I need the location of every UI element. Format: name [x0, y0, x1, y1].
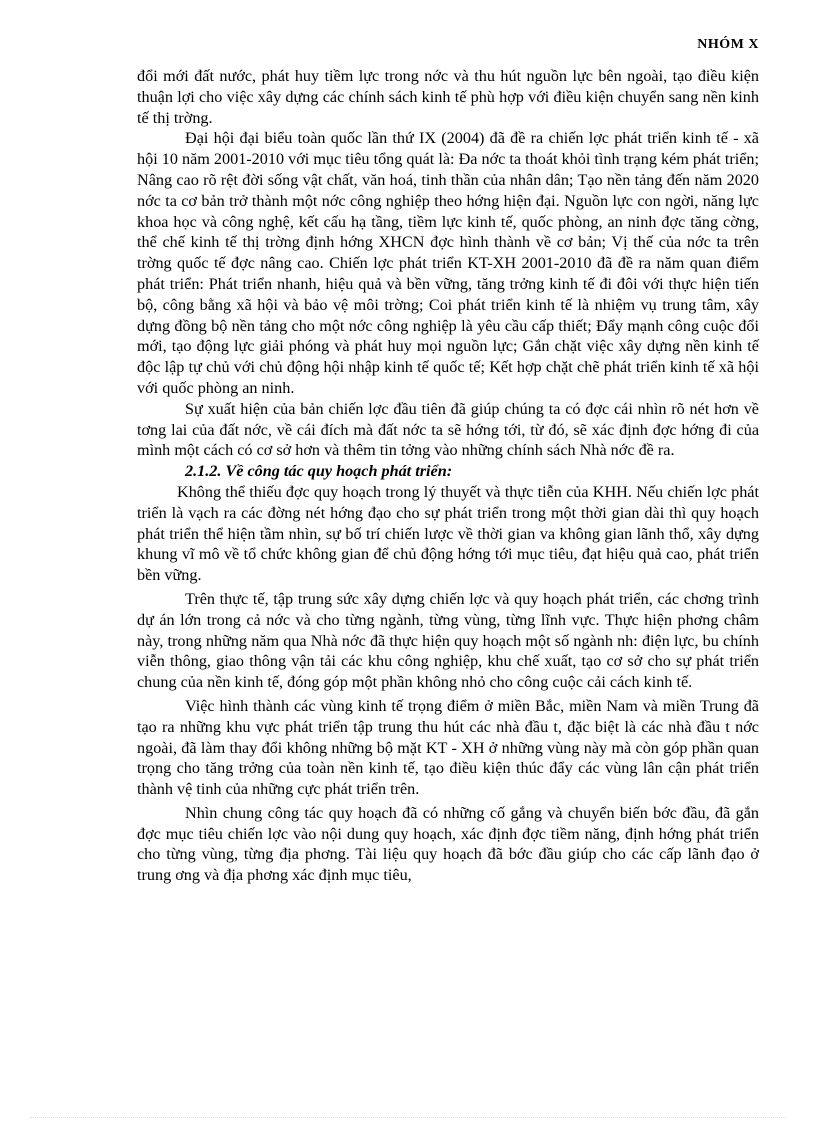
paragraph-strategy-emergence: Sự xuất hiện của bản chiến lợc đầu tiên đã giúp chúng ta có đợc cái nhìn rõ nét hơn về tơng lai của đất nớc, về cái đích mà đất nớc ta sẽ hớng tới, từ đó, sẽ xác định đợc hớng đi của mình một cách có cơ sở hơn và thêm tin tởng vào những chính sách Nhà nớc đề ra.: [137, 399, 759, 460]
page-header-group-label: NHÓM X: [697, 37, 759, 52]
document-body: [137, 66, 759, 886]
paragraph-economic-regions: Việc hình thành các vùng kinh tế trọng điểm ở miền Bắc, miền Nam và miền Trung đã tạo ra những khu vực phát triển tập trung thu hút các nhà đầu t, đặc biệt là các nhà đầu t nớc ngoài, đã làm thay đổi không những bộ mặt KT - XH ở những vùng này mà còn góp phần quan trọng cho tăng trởng của toàn nền kinh tế, tạo điều kiện thúc đẩy các vùng lân cận phát triển thành vệ tinh của những cực phát triển trên.: [137, 696, 759, 799]
paragraph-planning-necessity: Không thể thiếu đợc quy hoạch trong lý thuyết và thực tiễn của KHH. Nếu chiến lợc phát triển là vạch ra các đờng nét hớng đạo cho sự phát triển trong một thời gian dài thì quy hoạch phát triển thể hiện tầm nhìn, sự bố trí chiến lược về thời gian va không gian lãnh thổ, xây dựng khung vĩ mô về tổ chức không gian để chủ động hớng tới mục tiêu, đạt hiệu quả cao, phát triển bền vững.: [137, 482, 759, 585]
section-heading: 2.1.2. Về công tác quy hoạch phát triển:: [185, 462, 453, 481]
page-bottom-divider: [30, 1117, 786, 1118]
paragraph-planning-overview: Nhìn chung công tác quy hoạch đã có những cố gắng và chuyển biến bớc đầu, đã gắn đợc mục tiêu chiến lợc vào nội dung quy hoạch, xác định đợc tiềm năng, định hớng phát triển cho từng vùng, từng địa phơng. Tài liệu quy hoạch đã bớc đầu giúp cho các cấp lãnh đạo ở trung ơng và địa phơng xác định mục tiêu,: [137, 803, 759, 885]
paragraph-congress-strategy: Đại hội đại biểu toàn quốc lần thứ IX (2004) đã đề ra chiến lợc phát triển kinh tế - xã hội 10 năm 2001-2010 với mục tiêu tổng quát là: Đa nớc ta thoát khỏi tình trạng kém phát triển; Nâng cao rõ rệt đời sống vật chất, văn hoá, tinh thần của nhân dân; Tạo nền tảng đến năm 2020 nớc ta cơ bản trở thành một nớc công nghiệp theo hớng hiện đại. Nguồn lực con ngời, năng lực khoa học và công nghệ, kết cấu hạ tầng, tiềm lực kinh tế, quốc phòng, an ninh đợc tăng cờng, thể chế kinh tế thị trờng định hớng XHCN đợc hình thành về cơ bản; Vị thế của nớc ta trên trờng quốc tế đợc nâng cao. Chiến lợc phát triển KT-XH 2001-2010 đã đề ra năm quan điểm phát triển: Phát triển nhanh, hiệu quả và bền vững, tăng trởng kinh tế đi đôi với thực hiện tiến bộ, công bằng xã hội và bảo vệ môi trờng; Coi phát triển kinh tế là nhiệm vụ trung tâm, xây dựng đồng bộ nền tảng cho một nớc công nghiệp là yêu cầu cấp thiết; Đẩy mạnh công cuộc đổi mới, tạo động lực giải phóng và phát huy mọi nguồn lực; Gắn chặt việc xây dựng nền kinh tế độc lập tự chủ với chủ động hội nhập kinh tế quốc tế; Kết hợp chặt chẽ phát triển kinh tế xã hội với quốc phòng an ninh.: [137, 129, 759, 397]
paragraph-planning-practice: Trên thực tế, tập trung sức xây dựng chiến lợc và quy hoạch phát triển, các chơng trình dự án lớn trong cả nớc và cho từng ngành, từng vùng, từng lĩnh vực. Thực hiện phơng châm này, trong những năm qua Nhà nớc đã thực hiện quy hoạch một số ngành nh: điện lực, bu chính viễn thông, giao thông vận tải các khu công nghiệp, khu chế xuất, tạo cơ sở cho sự phát triển chung của nền kinh tế, đóng góp một phần không nhỏ cho công cuộc cải cách kinh tế.: [137, 589, 759, 692]
paragraph-continuation: đổi mới đất nước, phát huy tiềm lực trong nớc và thu hút nguồn lực bên ngoài, tạo điều kiện thuận lợi cho việc xây dựng các chính sách kinh tế phù hợp với điều kiện chuyển sang nền kinh tế thị trờng.: [137, 67, 759, 127]
